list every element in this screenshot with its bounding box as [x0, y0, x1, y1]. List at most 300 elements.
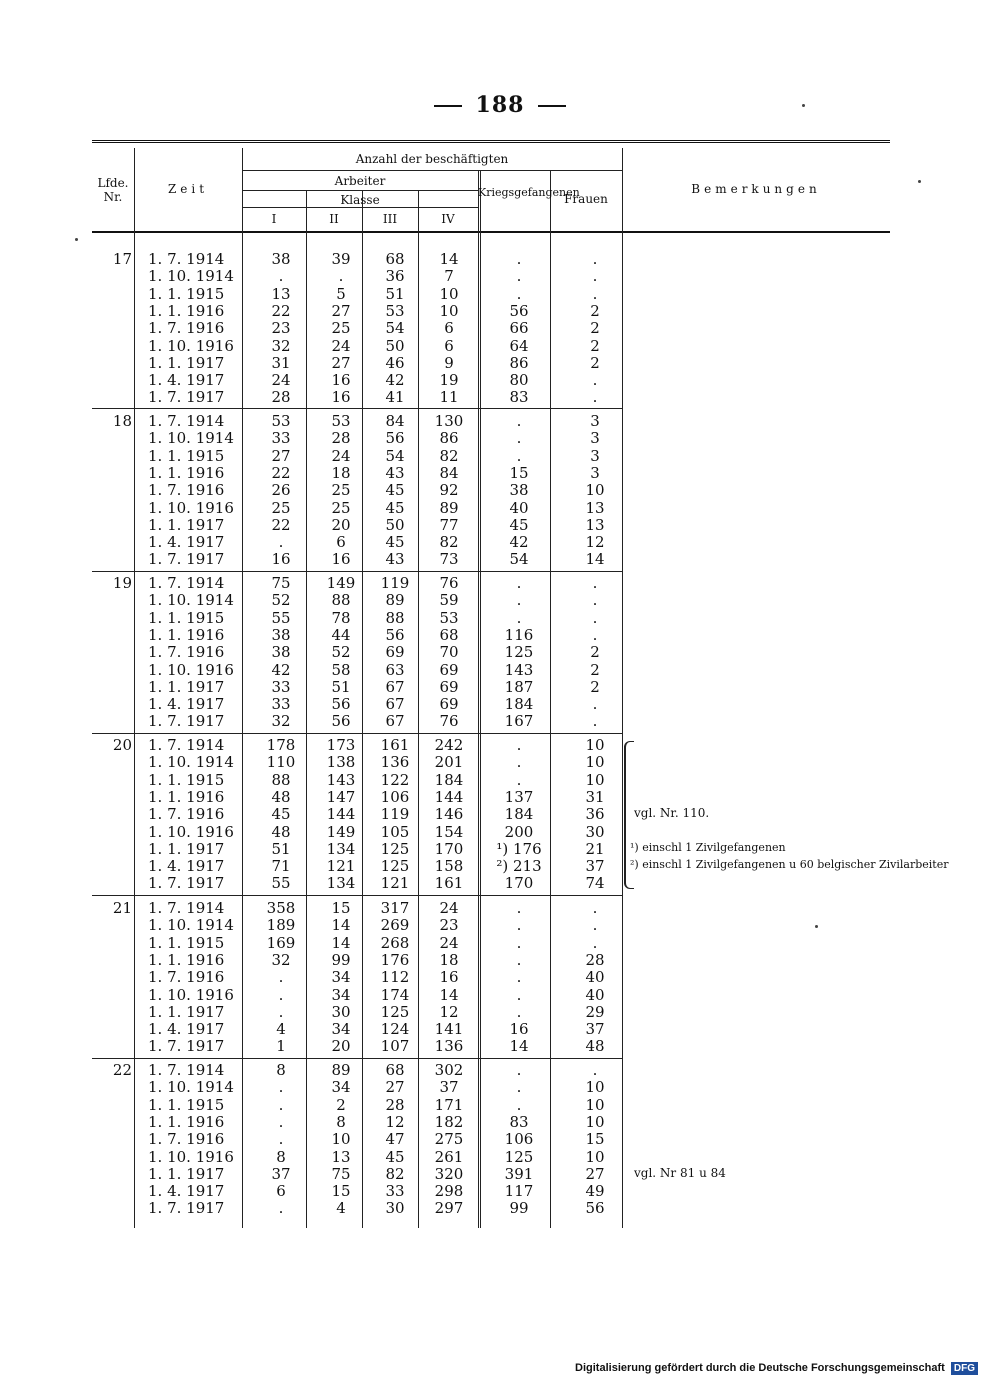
- cell-k2: 56: [331, 712, 351, 731]
- cell-k3: 105: [380, 822, 410, 841]
- cell-zeit: 1. 1. 1916: [148, 787, 225, 806]
- cell-k2: 5: [336, 284, 346, 303]
- cell-k2: 52: [331, 643, 351, 662]
- cell-fr: 2: [590, 677, 600, 696]
- cell-zeit: 1. 7. 1916: [148, 481, 225, 500]
- cell-fr: 10: [585, 1078, 605, 1097]
- cell-k3: 45: [385, 1147, 405, 1166]
- cell-k3: 28: [385, 1095, 405, 1114]
- cell-k3: 176: [380, 950, 410, 969]
- cell-k2: 2: [336, 1095, 346, 1114]
- cell-k4: 7: [444, 267, 454, 286]
- cell-k4: 77: [439, 515, 459, 534]
- cell-k1: .: [278, 985, 284, 1004]
- cell-k4: 9: [444, 353, 454, 372]
- cell-k3: 161: [380, 736, 410, 754]
- cell-k4: 14: [439, 250, 459, 268]
- cell-zeit: 1. 1. 1917: [148, 1164, 225, 1183]
- cell-k2: 149: [326, 574, 356, 592]
- cell-k4: 53: [439, 608, 459, 627]
- cell-k1: 33: [271, 695, 291, 714]
- block-separator: [92, 408, 622, 409]
- cell-zeit: 1. 1. 1917: [148, 353, 225, 372]
- cell-k2: 25: [331, 498, 351, 517]
- cell-k3: 50: [385, 515, 405, 534]
- cell-k1: 32: [271, 950, 291, 969]
- cell-k2: 143: [326, 770, 356, 789]
- cell-k3: 51: [385, 284, 405, 303]
- cell-k4: 158: [434, 857, 464, 876]
- cell-k4: 320: [434, 1164, 464, 1183]
- cell-k2: 16: [331, 371, 351, 390]
- row-number: 20: [112, 736, 132, 754]
- cell-k1: .: [278, 1095, 284, 1114]
- cell-k1: 31: [271, 353, 291, 372]
- cell-k1: .: [278, 267, 284, 286]
- dfg-logo: DFG: [951, 1362, 978, 1375]
- cell-k2: 44: [331, 625, 351, 644]
- cell-k1: 48: [271, 822, 291, 841]
- cell-fr: .: [592, 916, 598, 935]
- header-lfd-nr: Lfde. Nr.: [97, 176, 129, 204]
- cell-k1: 4: [276, 1020, 286, 1039]
- cell-k3: 174: [380, 985, 410, 1004]
- cell-zeit: 1. 4. 1917: [148, 371, 225, 390]
- cell-fr: 2: [590, 336, 600, 355]
- cell-zeit: 1. 1. 1915: [148, 933, 225, 952]
- cell-kg: 56: [509, 301, 529, 320]
- cell-k4: 12: [439, 1002, 459, 1021]
- cell-kg: 187: [504, 677, 534, 696]
- cell-k1: 33: [271, 429, 291, 448]
- cell-zeit: 1. 1. 1917: [148, 515, 225, 534]
- cell-k3: 41: [385, 388, 405, 407]
- cell-k4: 302: [434, 1061, 464, 1079]
- cell-kg: .: [516, 933, 522, 952]
- cell-k2: 25: [331, 319, 351, 338]
- cell-zeit: 1. 7. 1914: [148, 1061, 225, 1079]
- cell-k1: 88: [271, 770, 291, 789]
- cell-k3: 54: [385, 446, 405, 465]
- cell-fr: 3: [590, 463, 600, 482]
- cell-k4: 19: [439, 371, 459, 390]
- cell-zeit: 1. 4. 1917: [148, 1020, 225, 1039]
- cell-kg: 16: [509, 1020, 529, 1039]
- cell-kg: 66: [509, 319, 529, 338]
- cell-zeit: 1. 1. 1915: [148, 284, 225, 303]
- cell-k2: 134: [326, 874, 356, 893]
- cell-k2: 53: [331, 412, 351, 430]
- col-line-nr: [134, 148, 135, 1228]
- cell-k3: 56: [385, 429, 405, 448]
- dash-right: [538, 105, 566, 107]
- cell-k3: 36: [385, 267, 405, 286]
- cell-fr: 14: [585, 550, 605, 569]
- cell-k3: 45: [385, 498, 405, 517]
- cell-k3: 84: [385, 412, 405, 430]
- cell-kg: 83: [509, 388, 529, 407]
- cell-k2: 121: [326, 857, 356, 876]
- cell-k3: 119: [380, 574, 410, 592]
- cell-k4: 6: [444, 319, 454, 338]
- cell-k4: 73: [439, 550, 459, 569]
- cell-k1: .: [278, 1078, 284, 1097]
- cell-zeit: 1. 4. 1917: [148, 857, 225, 876]
- cell-k3: 82: [385, 1164, 405, 1183]
- cell-kg: .: [516, 950, 522, 969]
- cell-k3: 42: [385, 371, 405, 390]
- cell-kg: ²) 213: [496, 857, 542, 876]
- cell-kg: 391: [504, 1164, 534, 1183]
- header-line-anzahl: [242, 170, 622, 171]
- cell-k2: 173: [326, 736, 356, 754]
- cell-k1: 24: [271, 371, 291, 390]
- cell-kg: 143: [504, 660, 534, 679]
- header-klasse-2: II: [329, 212, 339, 226]
- cell-kg: .: [516, 968, 522, 987]
- cell-zeit: 1. 1. 1917: [148, 1002, 225, 1021]
- cell-k2: 18: [331, 463, 351, 482]
- cell-fr: 3: [590, 412, 600, 430]
- speck: [802, 104, 805, 107]
- cell-kg: .: [516, 284, 522, 303]
- cell-k4: 242: [434, 736, 464, 754]
- footer-text: Digitalisierung gefördert durch die Deutsche Forschungsgemeinschaft: [575, 1362, 945, 1374]
- cell-k3: 12: [385, 1112, 405, 1131]
- remark-20-note2: ²) einschl 1 Zivilgefangenen u 60 belgischer Zivilarbeiter: [630, 858, 949, 871]
- cell-fr: .: [592, 712, 598, 731]
- cell-zeit: 1. 7. 1914: [148, 250, 225, 268]
- cell-zeit: 1. 7. 1916: [148, 968, 225, 987]
- cell-kg: .: [516, 574, 522, 592]
- cell-k3: 30: [385, 1199, 405, 1218]
- cell-k1: 25: [271, 498, 291, 517]
- cell-k3: 68: [385, 250, 405, 268]
- header-kriegsgefangenen: Kriegsgefangenen: [478, 186, 580, 199]
- cell-kg: .: [516, 753, 522, 772]
- cell-k2: 99: [331, 950, 351, 969]
- speck: [815, 925, 818, 928]
- cell-k4: 76: [439, 574, 459, 592]
- cell-zeit: 1. 10. 1914: [148, 1078, 234, 1097]
- cell-kg: .: [516, 429, 522, 448]
- cell-k4: 141: [434, 1020, 464, 1039]
- cell-k1: .: [278, 1112, 284, 1131]
- cell-fr: 10: [585, 481, 605, 500]
- cell-zeit: 1. 10. 1916: [148, 336, 234, 355]
- cell-zeit: 1. 4. 1917: [148, 533, 225, 552]
- cell-k3: 112: [380, 968, 410, 987]
- cell-k3: 67: [385, 677, 405, 696]
- row-number: 18: [112, 412, 132, 430]
- cell-k3: 119: [380, 805, 410, 824]
- cell-fr: .: [592, 625, 598, 644]
- cell-k4: 59: [439, 591, 459, 610]
- header-zeit: Zeit: [167, 182, 209, 196]
- cell-fr: .: [592, 574, 598, 592]
- cell-k1: 8: [276, 1147, 286, 1166]
- cell-k3: 50: [385, 336, 405, 355]
- cell-fr: 74: [585, 874, 605, 893]
- cell-zeit: 1. 7. 1917: [148, 712, 225, 731]
- cell-k2: 89: [331, 1061, 351, 1079]
- cell-fr: 2: [590, 643, 600, 662]
- block-separator: [92, 1058, 622, 1059]
- cell-fr: .: [592, 899, 598, 917]
- cell-k1: 52: [271, 591, 291, 610]
- cell-kg: 117: [504, 1182, 534, 1201]
- cell-k1: 16: [271, 550, 291, 569]
- cell-fr: 56: [585, 1199, 605, 1218]
- cell-kg: .: [516, 591, 522, 610]
- cell-k2: 20: [331, 1037, 351, 1056]
- cell-k3: 125: [380, 857, 410, 876]
- cell-k4: 184: [434, 770, 464, 789]
- cell-fr: 40: [585, 985, 605, 1004]
- cell-k3: 53: [385, 301, 405, 320]
- cell-k2: .: [338, 267, 344, 286]
- cell-k2: 147: [326, 787, 356, 806]
- cell-k4: 10: [439, 284, 459, 303]
- cell-fr: .: [592, 933, 598, 952]
- table-top-rule: [92, 140, 890, 143]
- cell-fr: 29: [585, 1002, 605, 1021]
- header-klasse-3: III: [382, 212, 398, 226]
- cell-k3: 43: [385, 463, 405, 482]
- cell-kg: 80: [509, 371, 529, 390]
- page-number: [0, 92, 1000, 118]
- cell-k3: 67: [385, 712, 405, 731]
- cell-k1: 42: [271, 660, 291, 679]
- cell-k1: 22: [271, 301, 291, 320]
- cell-kg: .: [516, 770, 522, 789]
- cell-kg: .: [516, 1061, 522, 1079]
- cell-zeit: 1. 7. 1914: [148, 736, 225, 754]
- cell-k4: 275: [434, 1130, 464, 1149]
- cell-k2: 75: [331, 1164, 351, 1183]
- cell-fr: 27: [585, 1164, 605, 1183]
- cell-fr: .: [592, 695, 598, 714]
- cell-k4: 24: [439, 933, 459, 952]
- cell-k1: .: [278, 1199, 284, 1218]
- cell-zeit: 1. 10. 1914: [148, 916, 234, 935]
- cell-k2: 14: [331, 916, 351, 935]
- col-line-zeit: [242, 148, 243, 1228]
- cell-kg: .: [516, 916, 522, 935]
- cell-k3: 106: [380, 787, 410, 806]
- cell-k1: 169: [266, 933, 296, 952]
- cell-k2: 25: [331, 481, 351, 500]
- cell-k4: 171: [434, 1095, 464, 1114]
- cell-k2: 88: [331, 591, 351, 610]
- cell-kg: 15: [509, 463, 529, 482]
- cell-k4: 37: [439, 1078, 459, 1097]
- cell-zeit: 1. 1. 1915: [148, 770, 225, 789]
- cell-k4: 86: [439, 429, 459, 448]
- cell-fr: 10: [585, 1095, 605, 1114]
- cell-k2: 6: [336, 533, 346, 552]
- cell-kg: 106: [504, 1130, 534, 1149]
- cell-zeit: 1. 1. 1916: [148, 950, 225, 969]
- cell-kg: 40: [509, 498, 529, 517]
- cell-k1: 26: [271, 481, 291, 500]
- cell-k4: 130: [434, 412, 464, 430]
- cell-kg: .: [516, 1002, 522, 1021]
- header-frauen: Frauen: [564, 192, 608, 206]
- cell-k4: 154: [434, 822, 464, 841]
- cell-k2: 8: [336, 1112, 346, 1131]
- cell-k3: 67: [385, 695, 405, 714]
- cell-k4: 201: [434, 753, 464, 772]
- cell-zeit: 1. 1. 1915: [148, 1095, 225, 1114]
- cell-fr: .: [592, 608, 598, 627]
- cell-k2: 51: [331, 677, 351, 696]
- cell-kg: .: [516, 608, 522, 627]
- cell-kg: .: [516, 985, 522, 1004]
- header-arbeiter: Arbeiter: [334, 174, 386, 188]
- cell-k4: 297: [434, 1199, 464, 1218]
- cell-k1: 358: [266, 899, 296, 917]
- cell-zeit: 1. 10. 1914: [148, 753, 234, 772]
- cell-kg: 45: [509, 515, 529, 534]
- cell-fr: 31: [585, 787, 605, 806]
- cell-k1: 38: [271, 250, 291, 268]
- dash-left: [434, 105, 462, 107]
- cell-fr: 10: [585, 770, 605, 789]
- cell-fr: 2: [590, 301, 600, 320]
- cell-k1: 27: [271, 446, 291, 465]
- cell-k2: 16: [331, 550, 351, 569]
- cell-kg: 42: [509, 533, 529, 552]
- cell-k2: 15: [331, 1182, 351, 1201]
- cell-kg: 200: [504, 822, 534, 841]
- cell-kg: .: [516, 267, 522, 286]
- speck: [918, 180, 921, 183]
- cell-k3: 46: [385, 353, 405, 372]
- row-number: 17: [112, 250, 132, 268]
- cell-zeit: 1. 7. 1916: [148, 805, 225, 824]
- cell-k2: 56: [331, 695, 351, 714]
- cell-k1: .: [278, 533, 284, 552]
- cell-k4: 146: [434, 805, 464, 824]
- cell-k4: 82: [439, 446, 459, 465]
- cell-zeit: 1. 7. 1914: [148, 899, 225, 917]
- cell-k2: 34: [331, 1020, 351, 1039]
- cell-k3: 45: [385, 533, 405, 552]
- cell-k4: 11: [439, 388, 459, 407]
- cell-k3: 125: [380, 1002, 410, 1021]
- cell-zeit: 1. 10. 1914: [148, 591, 234, 610]
- cell-zeit: 1. 1. 1916: [148, 625, 225, 644]
- cell-k4: 161: [434, 874, 464, 893]
- cell-kg: .: [516, 446, 522, 465]
- cell-k2: 144: [326, 805, 356, 824]
- cell-k4: 84: [439, 463, 459, 482]
- cell-k2: 138: [326, 753, 356, 772]
- cell-zeit: 1. 7. 1917: [148, 874, 225, 893]
- table-header-rule: [92, 231, 890, 233]
- cell-kg: 14: [509, 1037, 529, 1056]
- cell-zeit: 1. 7. 1917: [148, 1037, 225, 1056]
- cell-k1: 38: [271, 625, 291, 644]
- cell-zeit: 1. 10. 1916: [148, 985, 234, 1004]
- cell-fr: 13: [585, 515, 605, 534]
- cell-fr: 49: [585, 1182, 605, 1201]
- cell-k3: 317: [380, 899, 410, 917]
- cell-k2: 15: [331, 899, 351, 917]
- cell-fr: 28: [585, 950, 605, 969]
- cell-k3: 122: [380, 770, 410, 789]
- cell-k4: 24: [439, 899, 459, 917]
- cell-k4: 69: [439, 695, 459, 714]
- cell-k1: 53: [271, 412, 291, 430]
- cell-fr: .: [592, 1061, 598, 1079]
- cell-k4: 144: [434, 787, 464, 806]
- cell-kg: 54: [509, 550, 529, 569]
- cell-k2: 34: [331, 1078, 351, 1097]
- cell-k1: 32: [271, 336, 291, 355]
- cell-fr: .: [592, 284, 598, 303]
- cell-k3: 107: [380, 1037, 410, 1056]
- cell-zeit: 1. 7. 1917: [148, 550, 225, 569]
- cell-k1: 45: [271, 805, 291, 824]
- cell-fr: 40: [585, 968, 605, 987]
- cell-kg: 99: [509, 1199, 529, 1218]
- cell-k1: 13: [271, 284, 291, 303]
- cell-zeit: 1. 10. 1916: [148, 660, 234, 679]
- cell-k4: 92: [439, 481, 459, 500]
- cell-k4: 23: [439, 916, 459, 935]
- cell-fr: .: [592, 267, 598, 286]
- cell-kg: .: [516, 736, 522, 754]
- cell-zeit: 1. 7. 1916: [148, 1130, 225, 1149]
- cell-k3: 89: [385, 591, 405, 610]
- cell-kg: 184: [504, 695, 534, 714]
- cell-k3: 88: [385, 608, 405, 627]
- cell-k3: 136: [380, 753, 410, 772]
- cell-zeit: 1. 10. 1914: [148, 429, 234, 448]
- cell-kg: 137: [504, 787, 534, 806]
- cell-k3: 269: [380, 916, 410, 935]
- cell-k2: 39: [331, 250, 351, 268]
- cell-fr: 21: [585, 839, 605, 858]
- cell-fr: 15: [585, 1130, 605, 1149]
- cell-kg: ¹) 176: [496, 839, 542, 858]
- cell-kg: 83: [509, 1112, 529, 1131]
- cell-k2: 28: [331, 429, 351, 448]
- cell-fr: 2: [590, 660, 600, 679]
- cell-k2: 78: [331, 608, 351, 627]
- header-line-klasse: [242, 207, 478, 208]
- header-klasse: Klasse: [340, 193, 380, 207]
- cell-k1: 55: [271, 874, 291, 893]
- block-separator: [92, 895, 622, 896]
- cell-k1: 28: [271, 388, 291, 407]
- cell-k1: 110: [266, 753, 296, 772]
- cell-k2: 27: [331, 301, 351, 320]
- cell-k4: 261: [434, 1147, 464, 1166]
- cell-fr: .: [592, 591, 598, 610]
- cell-k4: 16: [439, 968, 459, 987]
- cell-k4: 182: [434, 1112, 464, 1131]
- cell-k3: 47: [385, 1130, 405, 1149]
- cell-zeit: 1. 7. 1916: [148, 643, 225, 662]
- cell-k4: 89: [439, 498, 459, 517]
- cell-fr: 13: [585, 498, 605, 517]
- cell-k1: 51: [271, 839, 291, 858]
- cell-fr: 10: [585, 1147, 605, 1166]
- cell-k3: 33: [385, 1182, 405, 1201]
